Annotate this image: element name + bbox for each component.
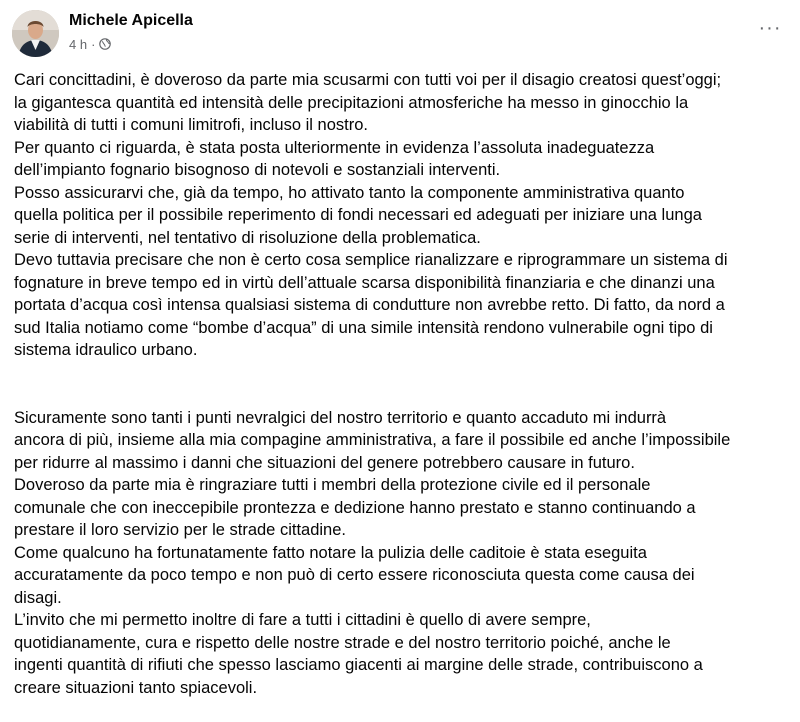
- post-text-line: Per quanto ci riguarda, è stata posta ulteriormente in evidenza l’assoluta inadeguatezza: [14, 138, 655, 157]
- post-text-line: fognature in breve tempo ed in virtù dell’attuale scarsa disponibilità finanziaria e che dinanzi una: [14, 273, 715, 292]
- paragraph-gap: [14, 362, 790, 407]
- post-text-line: comunale che con ineccepibile prontezza e dedizione hanno prestato e stanno continuando a: [14, 498, 696, 517]
- post-text-line: prestare il loro servizio per le strade cittadine.: [14, 521, 346, 539]
- post-text-part-2: [14, 407, 790, 700]
- post-timestamp[interactable]: 4 h: [69, 36, 88, 52]
- post-text-line: ancora di più, insieme alla mia compagine amministrativa, a fare il possibile ed anche l’impossibile: [14, 431, 731, 449]
- post-text-line: quotidianamente, cura e rispetto delle nostre strade e del nostro territorio poiché, anche le: [14, 633, 671, 652]
- post-text-line: Come qualcuno ha fortunatamente fatto notare la pulizia delle caditoie è stata eseguita: [14, 543, 647, 562]
- post-options-button[interactable]: [756, 18, 784, 46]
- meta-separator: ·: [91, 36, 96, 52]
- post-text-line: accuratamente da poco tempo e non può di certo essere riconosciuta questa come causa dei: [14, 566, 695, 584]
- author-avatar[interactable]: [12, 10, 59, 57]
- post-text-line: L’invito che mi permetto inoltre di fare a tutti i cittadini è quello di avere sempre,: [14, 611, 591, 629]
- post-text-line: sistema idraulico urbano.: [14, 341, 198, 359]
- more-horizontal-icon: ···: [758, 17, 782, 39]
- post-text-line: ingenti quantità di rifiuti che spesso lasciamo giacenti ai margine delle strade, contribuiscono a: [14, 656, 703, 674]
- post-text-line: viabilità di tutti i comuni limitrofi, incluso il nostro.: [14, 116, 368, 134]
- post-text-line: la gigantesca quantità ed intensità delle precipitazioni atmosferiche ha messo in ginocchio la: [14, 93, 689, 112]
- post-text-line: Doveroso da parte mia è ringraziare tutti i membri della protezione civile ed il personale: [14, 476, 651, 494]
- post-text-line: Posso assicurarvi che, già da tempo, ho attivato tanto la componente amministrativa quanto: [14, 183, 685, 202]
- post-text-line: disagi.: [14, 588, 62, 607]
- post-meta: [69, 35, 111, 53]
- post-text-line: per ridurre al massimo i danni che situazioni del genere potrebbero causare in futuro.: [14, 453, 635, 472]
- post-text-line: Devo tuttavia precisare che non è certo cosa semplice rianalizzare e riprogrammare un sistema di: [14, 251, 728, 269]
- post-body: [14, 69, 790, 699]
- post-text-line: Cari concittadini, è doveroso da parte mia scusarmi con tutti voi per il disagio creatosi quest’oggi;: [14, 71, 722, 89]
- post-header: [12, 10, 788, 58]
- post-text-part-1: [14, 69, 790, 362]
- post-text-line: quella politica per il possibile reperimento di fondi necessari ed adeguati per iniziare una lunga: [14, 206, 702, 224]
- avatar-photo: [12, 10, 59, 57]
- post-text-line: Sicuramente sono tanti i punti nevralgici del nostro territorio e quanto accaduto mi indurrà: [14, 408, 667, 427]
- post-text-line: dell’impianto fognario bisognoso di notevoli e sostanziali interventi.: [14, 161, 501, 179]
- post-text-line: portata d’acqua così intensa qualsiasi sistema di condutture non avrebbe retto. Di fatto, da nord a: [14, 296, 725, 314]
- author-name[interactable]: Michele Apicella: [69, 12, 193, 29]
- globe-icon[interactable]: [99, 38, 111, 50]
- post-text-line: sud Italia notiamo come “bombe d’acqua” di una simile intensità rendono vulnerabile ogni tipo di: [14, 318, 713, 337]
- post-text-line: creare situazioni tanto spiacevoli.: [14, 678, 258, 697]
- post-text-line: serie di interventi, nel tentativo di risoluzione della problematica.: [14, 228, 481, 247]
